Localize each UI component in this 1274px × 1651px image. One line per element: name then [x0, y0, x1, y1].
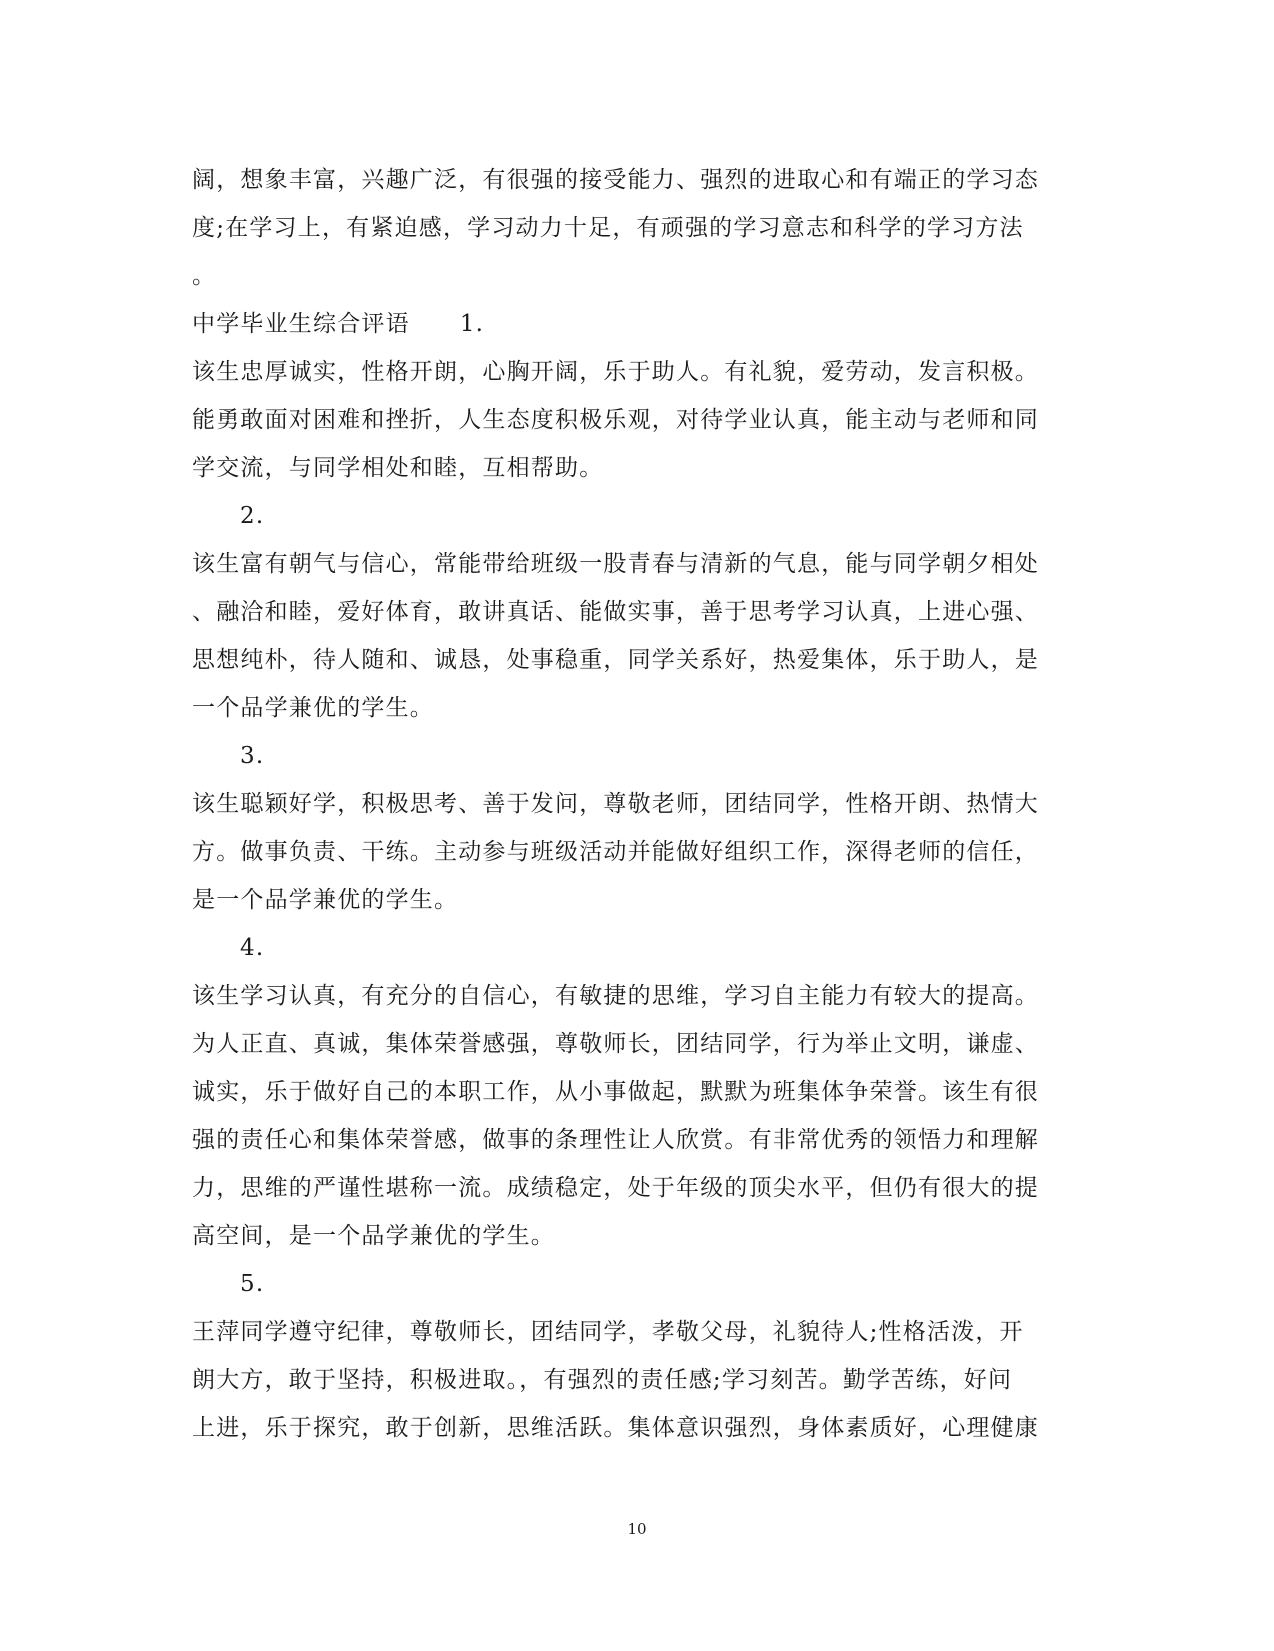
item-number: 2. [240, 503, 265, 529]
text-line: 诚实，乐于做好自己的本职工作，从小事做起，默默为班集体争荣誉。该生有很 [192, 1079, 1039, 1105]
heading-number: 1. [459, 311, 485, 337]
text-line: 高空间，是一个品学兼优的学生。 [192, 1223, 555, 1249]
comment-item-5 [192, 1260, 1082, 1452]
text-line: 方。做事负责、干练。主动参与班级活动并能做好组织工作，深得老师的信任， [192, 839, 1039, 865]
text-line: 阔，想象丰富，兴趣广泛，有很强的接受能力、强烈的进取心和有端正的学习态 [192, 167, 1039, 193]
item-number: 5. [240, 1271, 265, 1297]
text-line: 朗大方，敢于坚持，积极进取。，有强烈的责任感;学习刻苦。勤学苦练，好问 [192, 1367, 1013, 1393]
text-line: 王萍同学遵守纪律，尊敬师长，团结同学，孝敬父母，礼貌待人;性格活泼，开 [192, 1319, 1024, 1345]
text-line: 为人正直、真诚，集体荣誉感强，尊敬师长，团结同学，行为举止文明，谦虚、 [192, 1031, 1039, 1057]
text-line: 上进，乐于探究，敢于创新，思维活跃。集体意识强烈，身体素质好，心理健康 [192, 1415, 1039, 1441]
comment-item-4 [192, 924, 1082, 1260]
text-line: 、融洽和睦，爱好体育，敢讲真话、能做实事，善于思考学习认真，上进心强、 [192, 599, 1039, 625]
item-number: 3. [240, 743, 265, 769]
text-line: 力，思维的严谨性堪称一流。成绩稳定，处于年级的顶尖水平，但仍有很大的提 [192, 1175, 1039, 1201]
text-line: 一个品学兼优的学生。 [192, 695, 434, 721]
page-number: 10 [627, 1520, 647, 1538]
text-line: 该生学习认真，有充分的自信心，有敏捷的思维，学习自主能力有较大的提高。 [192, 983, 1039, 1009]
comment-item-2 [192, 492, 1082, 732]
text-line: 度;在学习上，有紧迫感，学习动力十足，有顽强的学习意志和科学的学习方法 [192, 215, 1024, 241]
text-line: 能勇敢面对困难和挫折，人生态度积极乐观，对待学业认真，能主动与老师和同 [192, 407, 1039, 433]
section-heading [192, 300, 1082, 348]
comment-item-1 [192, 348, 1082, 492]
text-line: 该生忠厚诚实，性格开朗，心胸开阔，乐于助人。有礼貌，爱劳动，发言积极。 [192, 359, 1039, 385]
text-line: 强的责任心和集体荣誉感，做事的条理性让人欣赏。有非常优秀的领悟力和理解 [192, 1127, 1039, 1153]
text-line: 是一个品学兼优的学生。 [192, 887, 459, 913]
document-body [192, 156, 1082, 1452]
text-line: 。 [192, 263, 217, 289]
item-number: 4. [240, 935, 265, 961]
comment-item-3 [192, 732, 1082, 924]
text-line: 学交流，与同学相处和睦，互相帮助。 [192, 455, 604, 481]
text-line: 该生聪颖好学，积极思考、善于发问，尊敬老师，团结同学，性格开朗、热情大 [192, 791, 1039, 817]
heading-title: 中学毕业生综合评语 [192, 311, 410, 337]
text-line: 该生富有朝气与信心，常能带给班级一股青春与清新的气息，能与同学朝夕相处 [192, 551, 1039, 577]
text-line: 思想纯朴，待人随和、诚恳，处事稳重，同学关系好，热爱集体，乐于助人，是 [192, 647, 1039, 673]
